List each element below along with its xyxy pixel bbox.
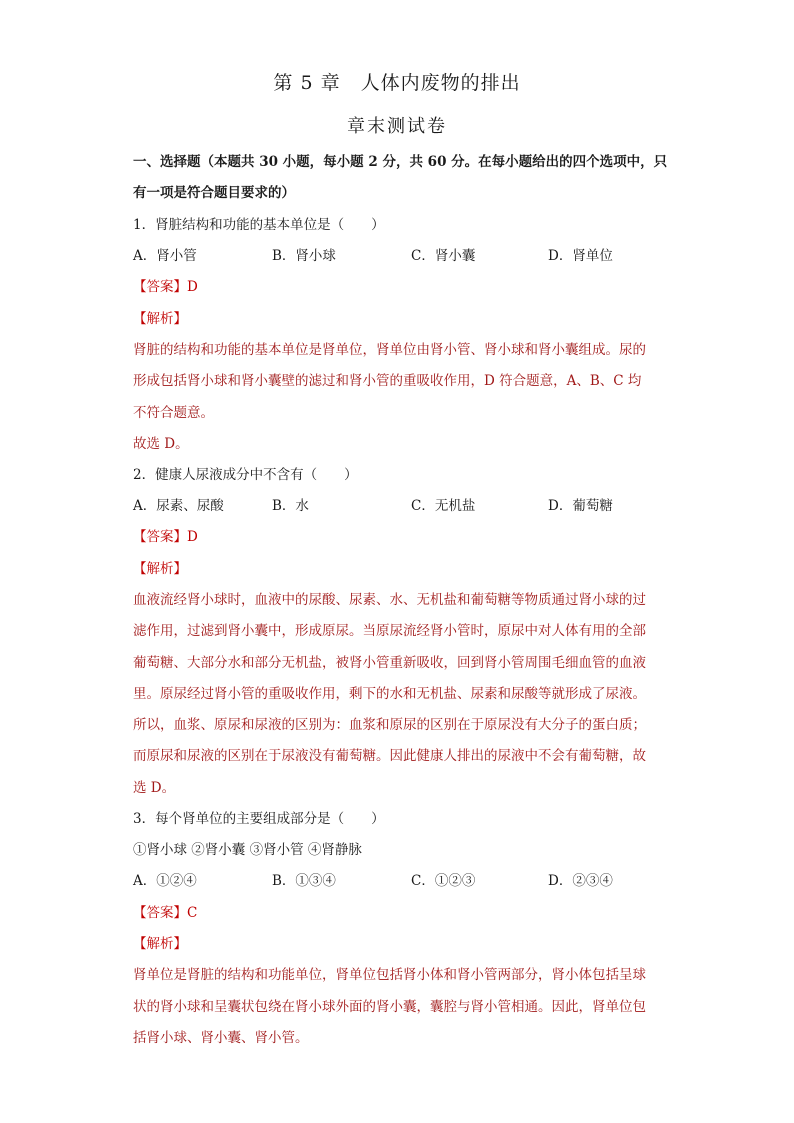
question-1-analysis-line-2: 形成包括肾小球和肾小囊壁的滤过和肾小管的重吸收作用，D 符合题意，A、B、C 均 xyxy=(133,373,642,389)
question-1-option-c: C．肾小囊 xyxy=(411,248,476,264)
section-header-line-2: 有一项是符合题目要求的） xyxy=(133,185,295,201)
question-2-option-b: B．水 xyxy=(272,498,309,514)
test-subtitle: 章末测试卷 xyxy=(347,116,447,137)
question-1-analysis-line-3: 不符合题意。 xyxy=(133,405,214,421)
question-2-answer: 【答案】D xyxy=(133,529,198,545)
question-2-analysis-line-7: 选 D。 xyxy=(133,780,176,796)
question-3-option-b: B．①③④ xyxy=(272,873,336,889)
question-1-option-b: B．肾小球 xyxy=(272,248,336,264)
chapter-title: 第 5 章 人体内废物的排出 xyxy=(273,72,521,94)
section-header-line-1: 一、选择题（本题共 30 小题，每小题 2 分，共 60 分。在每小题给出的四个选项中，只 xyxy=(133,154,668,170)
question-2-option-d: D．葡萄糖 xyxy=(548,498,613,514)
question-2-option-a: A．尿素、尿酸 xyxy=(133,498,224,514)
question-1-answer: 【答案】D xyxy=(133,279,198,295)
question-2-option-c: C．无机盐 xyxy=(411,498,476,514)
question-2-analysis-line-3: 葡萄糖、大部分水和部分无机盐，被肾小管重新吸收，回到肾小管周围毛细血管的血液 xyxy=(133,655,646,671)
question-1-analysis-label: 【解析】 xyxy=(133,311,187,327)
question-2-analysis-line-6: 而原尿和尿液的区别在于尿液没有葡萄糖。因此健康人排出的尿液中不会有葡萄糖，故 xyxy=(133,748,646,764)
question-1-conclusion: 故选 D。 xyxy=(133,436,189,452)
question-3-analysis-label: 【解析】 xyxy=(133,936,187,952)
question-2-analysis-label: 【解析】 xyxy=(133,561,187,577)
question-3-items: ①肾小球 ②肾小囊 ③肾小管 ④肾静脉 xyxy=(133,842,362,858)
question-2-analysis-line-2: 滤作用，过滤到肾小囊中，形成原尿。当原尿流经肾小管时，原尿中对人体有用的全部 xyxy=(133,623,646,639)
question-3-answer: 【答案】C xyxy=(133,905,198,921)
question-3-option-c: C．①②③ xyxy=(411,873,476,889)
question-3-analysis-line-1: 肾单位是肾脏的结构和功能单位，肾单位包括肾小体和肾小管两部分，肾小体包括呈球 xyxy=(133,967,646,983)
question-3-stem: 3．每个肾单位的主要组成部分是（ ） xyxy=(133,811,385,827)
question-1-stem: 1．肾脏结构和功能的基本单位是（ ） xyxy=(133,217,385,233)
question-2-stem: 2．健康人尿液成分中不含有（ ） xyxy=(133,467,358,483)
question-3-option-a: A．①②④ xyxy=(133,873,197,889)
question-2-analysis-line-4: 里。原尿经过肾小管的重吸收作用，剩下的水和无机盐、尿素和尿酸等就形成了尿液。 xyxy=(133,686,646,702)
question-3-analysis-line-2: 状的肾小球和呈囊状包绕在肾小球外面的肾小囊，囊腔与肾小管相通。因此，肾单位包 xyxy=(133,999,646,1015)
question-2-analysis-line-1: 血液流经肾小球时，血液中的尿酸、尿素、水、无机盐和葡萄糖等物质通过肾小球的过 xyxy=(133,592,646,608)
question-1-option-a: A．肾小管 xyxy=(133,248,197,264)
question-3-analysis-line-3: 括肾小球、肾小囊、肾小管。 xyxy=(133,1030,309,1046)
question-1-analysis-line-1: 肾脏的结构和功能的基本单位是肾单位，肾单位由肾小管、肾小球和肾小囊组成。尿的 xyxy=(133,342,646,358)
question-2-analysis-line-5: 所以，血浆、原尿和尿液的区别为：血浆和原尿的区别在于原尿没有大分子的蛋白质； xyxy=(133,717,646,733)
question-3-option-d: D．②③④ xyxy=(548,873,613,889)
question-1-option-d: D．肾单位 xyxy=(548,248,613,264)
